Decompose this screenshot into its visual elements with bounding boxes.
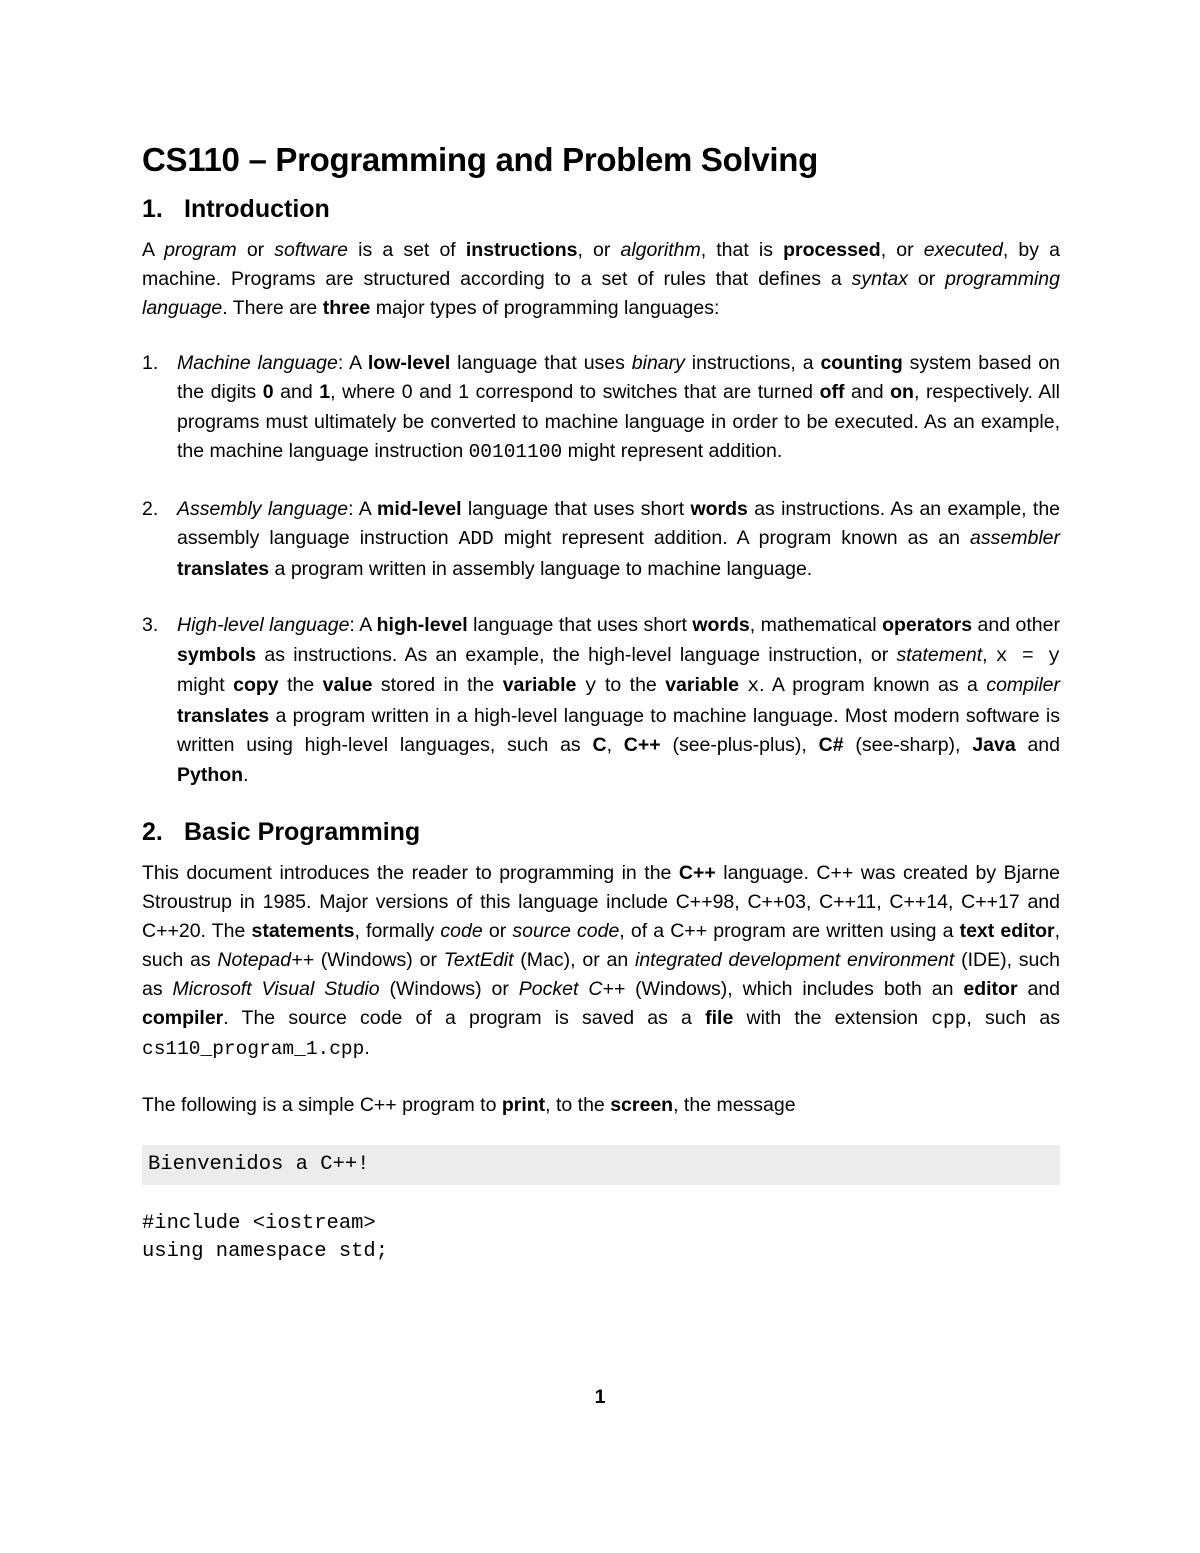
document-page [142, 140, 1060, 1266]
basic-programming-paragraph: This document introduces the reader to programming in the C++ language. C++ was created by Bjarne Stroustrup in 1985. Major versions of this language include C++98, C++03, C++11, C++14, C++17 and C++20. The statements, formally code or source code, of a C++ program are written using a text editor, such as Notepad++ (Windows) or TextEdit (Mac), or an integrated development environment (IDE), such as Microsoft Visual Studio (Windows) or Pocket C++ (Windows), which includes both an editor and compiler. The source code of a program is saved as a file with the extension cpp, such as cs110_program_1.cpp. [142, 862, 1061, 1061]
output-message-box: Bienvenidos a C++! [142, 1145, 1060, 1185]
section-number: 2. [142, 818, 163, 847]
section-heading-basic-programming [142, 817, 1060, 847]
section-title: Basic Programming [184, 818, 421, 847]
section-title: Introduction [184, 194, 330, 223]
code-line: using namespace std; [142, 1240, 389, 1264]
section-heading-introduction [142, 194, 1060, 224]
list-item-assembly-language: 2. Assembly language: A mid-level language that uses short words as instructions. As an example, the assembly language instruction ADD might represent addition. A program known as an assembler translates a program written in assembly language to machine language. [142, 495, 1060, 585]
document-title: CS110 – Programming and Problem Solving [142, 141, 818, 178]
code-block [142, 1210, 1060, 1266]
intro-paragraph: A program or software is a set of instructions, or algorithm, that is processed, or executed, by a machine. Programs are structured according to a set of rules that defines a syntax or programming language. There are three major types of programming languages: [142, 238, 1060, 319]
list-number: 2. [142, 497, 159, 520]
section-number: 1. [142, 194, 163, 223]
list-item-high-level-language: 3. High-level language: A high-level language that uses short words, mathematical operators and other symbols as instructions. As an example, the high-level language instruction, or statement, x = y might copy the value stored in the variable y to the variable x. A program known as a compiler translates a program written in a high-level language to machine language. Most modern software is written using high-level languages, such as C, C++ (see-plus-plus), C# (see-sharp), Java and Python. [142, 611, 1060, 790]
code-line: #include <iostream> [142, 1212, 376, 1236]
language-types-list [142, 349, 1060, 791]
page-number: 1 [594, 1386, 606, 1408]
list-item-machine-language: 1. Machine language: A low-level language that uses binary instructions, a counting system based on the digits 0 and 1, where 0 and 1 correspond to switches that are turned off and on, respectively. All programs must ultimately be converted to machine language in order to be executed. As an example, the machine language instruction 00101100 might represent addition. [142, 349, 1060, 468]
list-number: 3. [142, 614, 159, 637]
program-intro-paragraph: The following is a simple C++ program to print, to the screen, the message [142, 1094, 796, 1117]
list-number: 1. [142, 351, 159, 374]
